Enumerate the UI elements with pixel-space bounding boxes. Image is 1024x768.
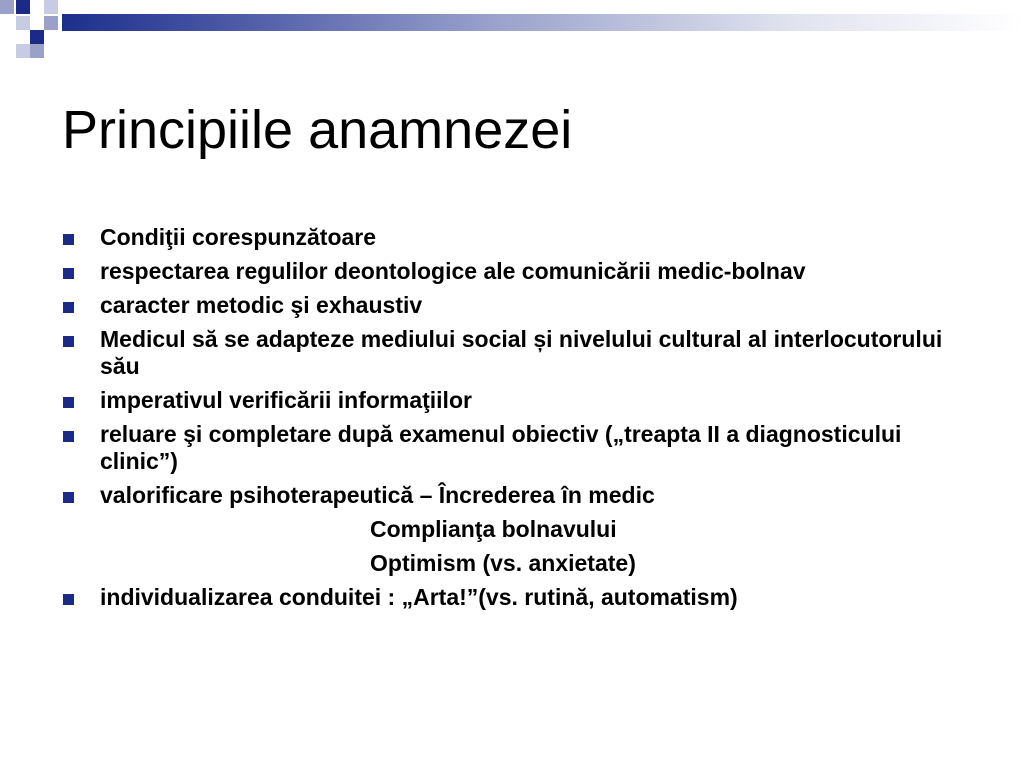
bullet-text: caracter metodic şi exhaustiv xyxy=(100,292,423,318)
bullet-text: respectarea regulilor deontologice ale comunicării medic-bolnav xyxy=(100,258,806,284)
corner-decoration xyxy=(0,0,80,64)
bullet-text: Medicul să se adapteze mediului social și nivelului cultural al interlocutorului său xyxy=(100,326,943,379)
square-bullet-icon xyxy=(63,268,74,279)
deco-square xyxy=(44,16,58,30)
continuation-line xyxy=(63,550,963,577)
bullet-item xyxy=(63,258,920,285)
bullet-item xyxy=(63,421,963,475)
bullet-text: Condiţii corespunzătoare xyxy=(100,224,377,250)
slide-title: Principiile anamnezei xyxy=(62,100,573,160)
deco-square xyxy=(16,0,30,14)
deco-square xyxy=(44,0,58,14)
deco-square xyxy=(30,44,44,58)
bullet-item xyxy=(63,387,963,414)
square-bullet-icon xyxy=(63,431,74,442)
header-gradient-bar xyxy=(62,14,1024,31)
bullet-item xyxy=(63,482,963,509)
bullet-item xyxy=(63,292,963,319)
square-bullet-icon xyxy=(63,234,74,245)
bullet-text: Optimism (vs. anxietate) xyxy=(370,550,636,576)
deco-square xyxy=(30,30,44,44)
deco-square xyxy=(0,0,14,14)
bullet-item xyxy=(63,224,963,251)
square-bullet-icon xyxy=(63,594,74,605)
square-bullet-icon xyxy=(63,336,74,347)
bullet-text: Complianţa bolnavului xyxy=(370,516,617,542)
deco-square xyxy=(16,16,30,30)
square-bullet-icon xyxy=(63,302,74,313)
square-bullet-icon xyxy=(63,492,74,503)
deco-square xyxy=(16,44,30,58)
bullet-item xyxy=(63,326,963,380)
square-bullet-icon xyxy=(63,397,74,408)
continuation-line xyxy=(63,516,963,543)
bullet-list xyxy=(63,224,963,618)
bullet-item xyxy=(63,584,963,611)
bullet-text: individualizarea conduitei : „Arta!”(vs. rutină, automatism) xyxy=(100,584,738,610)
bullet-text: valorificare psihoterapeutică – Încrederea în medic xyxy=(100,482,655,508)
bullet-text: imperativul verificării informaţiilor xyxy=(100,387,472,413)
bullet-text: reluare şi completare după examenul obiectiv („treapta II a diagnosticului clinic”) xyxy=(100,421,902,474)
